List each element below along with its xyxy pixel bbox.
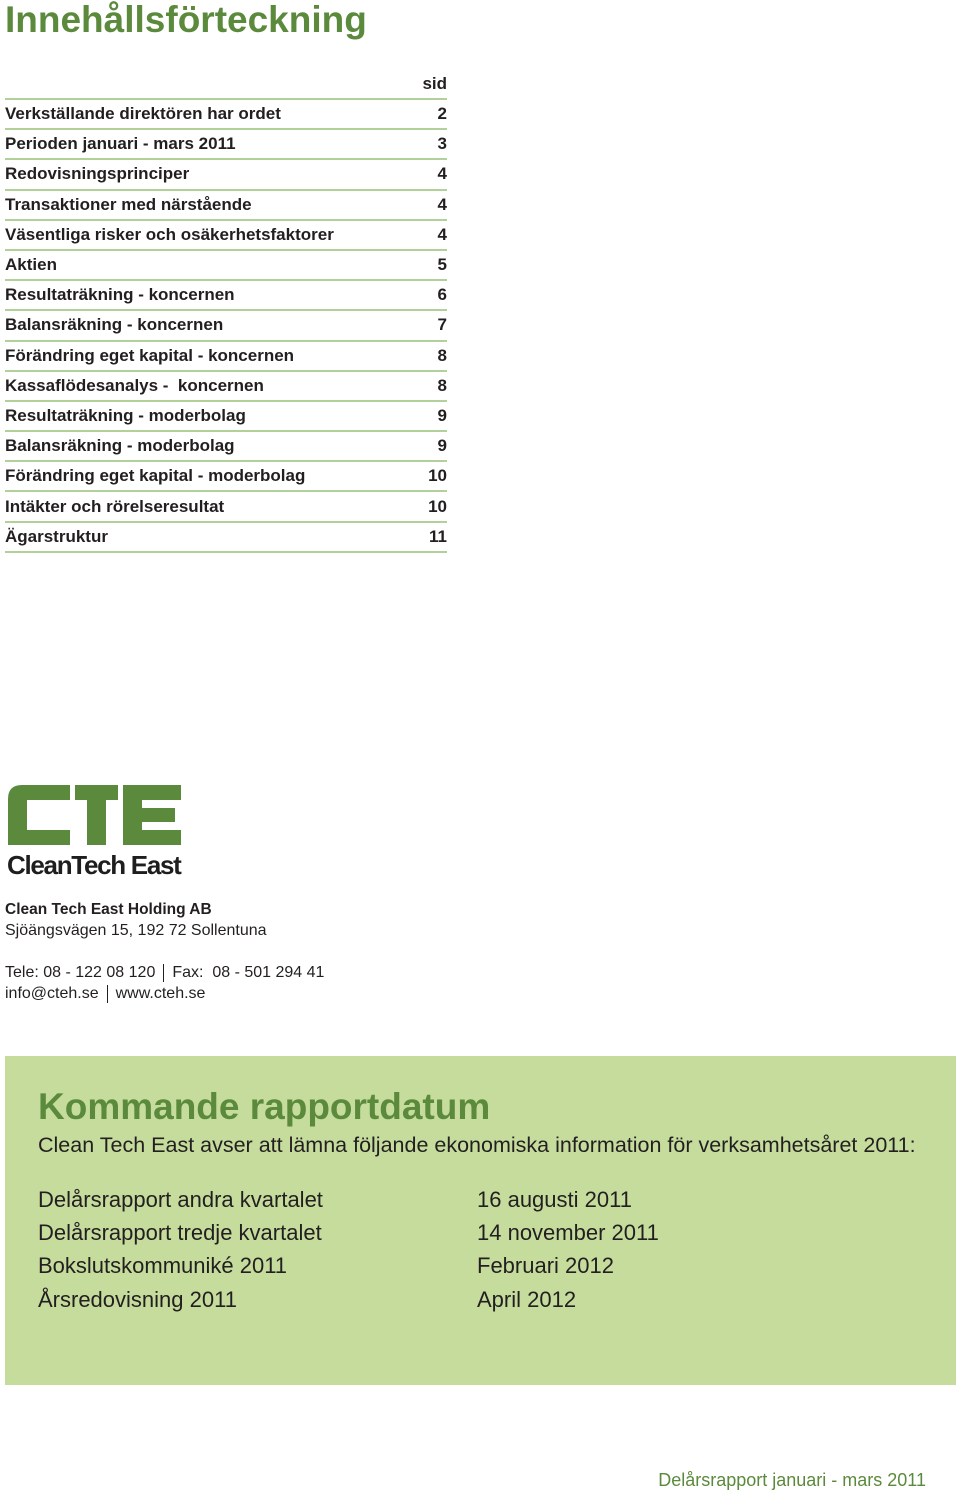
toc-entry (5, 492, 447, 522)
company-email: info@cteh.se (5, 985, 99, 1002)
toc-entry (5, 432, 447, 462)
report-name: Bokslutskommuniké 2011 (38, 1253, 288, 1279)
toc-entry-page: 3 (437, 134, 447, 154)
toc-entry-title: Balansräkning - koncernen (5, 315, 224, 335)
toc-page-column-label: sid (422, 74, 447, 93)
toc-entry-title: Intäkter och rörelseresultat (5, 496, 225, 516)
report-dates-title: Kommande rapportdatum (38, 1086, 491, 1127)
toc-entry (5, 130, 447, 160)
toc-entry-page: 4 (437, 164, 447, 184)
report-name: Delårsrapport tredje kvartalet (38, 1219, 322, 1245)
report-date: 16 augusti 2011 (477, 1186, 632, 1212)
toc-entry-page: 8 (437, 375, 447, 395)
separator (163, 964, 164, 982)
company-info (5, 899, 324, 1004)
toc-entry (5, 100, 447, 130)
toc-entry (5, 160, 447, 190)
toc-entry (5, 311, 447, 341)
toc-entry-page: 4 (437, 194, 447, 214)
toc-entry-title: Resultaträkning - moderbolag (5, 405, 246, 425)
toc-entry-title: Resultaträkning - koncernen (5, 285, 235, 305)
page-footer: Delårsrapport januari - mars 2011 (658, 1470, 926, 1490)
separator (107, 985, 108, 1003)
logo-letter-e (123, 785, 181, 845)
table-of-contents (5, 70, 447, 553)
toc-entry-page: 11 (429, 526, 447, 546)
phone-fax-line (5, 962, 324, 983)
toc-entry-page: 8 (437, 345, 447, 365)
company-address-line (5, 920, 324, 941)
toc-entry-page: 9 (437, 405, 447, 425)
report-dates-intro: Clean Tech East avser att lämna följande ekonomiska information för verksamhetsåret 2011: (38, 1133, 916, 1157)
toc-entry-title: Verkställande direktören har ordet (5, 104, 281, 124)
toc-entry-title: Kassaflödesanalys - koncernen (5, 375, 264, 395)
report-date: Februari 2012 (477, 1253, 614, 1279)
toc-entry-title: Transaktioner med närstående (5, 194, 252, 214)
toc-entry (5, 372, 447, 402)
logo-wordmark: CleanTech East (7, 850, 181, 880)
company-fax: Fax: 08 - 501 294 41 (172, 964, 325, 981)
toc-header (5, 70, 447, 100)
toc-entry (5, 462, 447, 492)
toc-entry-page: 4 (437, 224, 447, 244)
toc-entry (5, 221, 447, 251)
report-date: April 2012 (477, 1286, 577, 1312)
toc-entry-page: 9 (437, 436, 447, 456)
report-date-row (38, 1183, 659, 1216)
report-name: Delårsrapport andra kvartalet (38, 1186, 323, 1212)
toc-entry-title: Väsentliga risker och osäkerhetsfaktorer (5, 224, 334, 244)
company-website: www.cteh.se (115, 985, 206, 1002)
toc-entry-title: Perioden januari - mars 2011 (5, 134, 236, 154)
toc-entry-page: 2 (437, 104, 447, 124)
report-name: Årsredovisning 2011 (38, 1286, 237, 1312)
toc-entry-title: Förändring eget kapital - koncernen (5, 345, 295, 365)
company-name: Clean Tech East Holding AB (5, 901, 212, 918)
toc-entry-page: 5 (437, 255, 447, 275)
logo-letter-c (8, 785, 70, 845)
toc-entry-title: Balansräkning - moderbolag (5, 436, 235, 456)
toc-entry (5, 402, 447, 432)
logo-letter-t (75, 785, 118, 845)
toc-entry-page: 10 (428, 466, 447, 486)
report-date-row (38, 1283, 659, 1316)
toc-entry-title: Förändring eget kapital - moderbolag (5, 466, 306, 486)
toc-entry (5, 191, 447, 221)
report-date-row (38, 1250, 659, 1283)
company-phone: Tele: 08 - 122 08 120 (5, 964, 156, 981)
toc-entry (5, 281, 447, 311)
toc-entry-page: 7 (437, 315, 447, 335)
toc-entry (5, 342, 447, 372)
report-dates-list (38, 1183, 659, 1316)
report-dates-box (5, 1056, 956, 1385)
toc-entry-title: Aktien (5, 255, 57, 275)
toc-entry (5, 523, 447, 553)
toc-entry-title: Redovisningsprinciper (5, 164, 190, 184)
toc-entry-title: Ägarstruktur (5, 526, 108, 546)
report-date-row (38, 1216, 659, 1249)
cte-logo-mark (8, 785, 182, 846)
email-web-line (5, 983, 324, 1004)
company-address: Sjöängsvägen 15, 192 72 Sollentuna (5, 922, 267, 939)
page-title: Innehållsförteckning (5, 0, 367, 40)
toc-entry (5, 251, 447, 281)
report-date: 14 november 2011 (477, 1219, 659, 1245)
toc-entry-page: 10 (428, 496, 447, 516)
toc-entry-page: 6 (437, 285, 447, 305)
